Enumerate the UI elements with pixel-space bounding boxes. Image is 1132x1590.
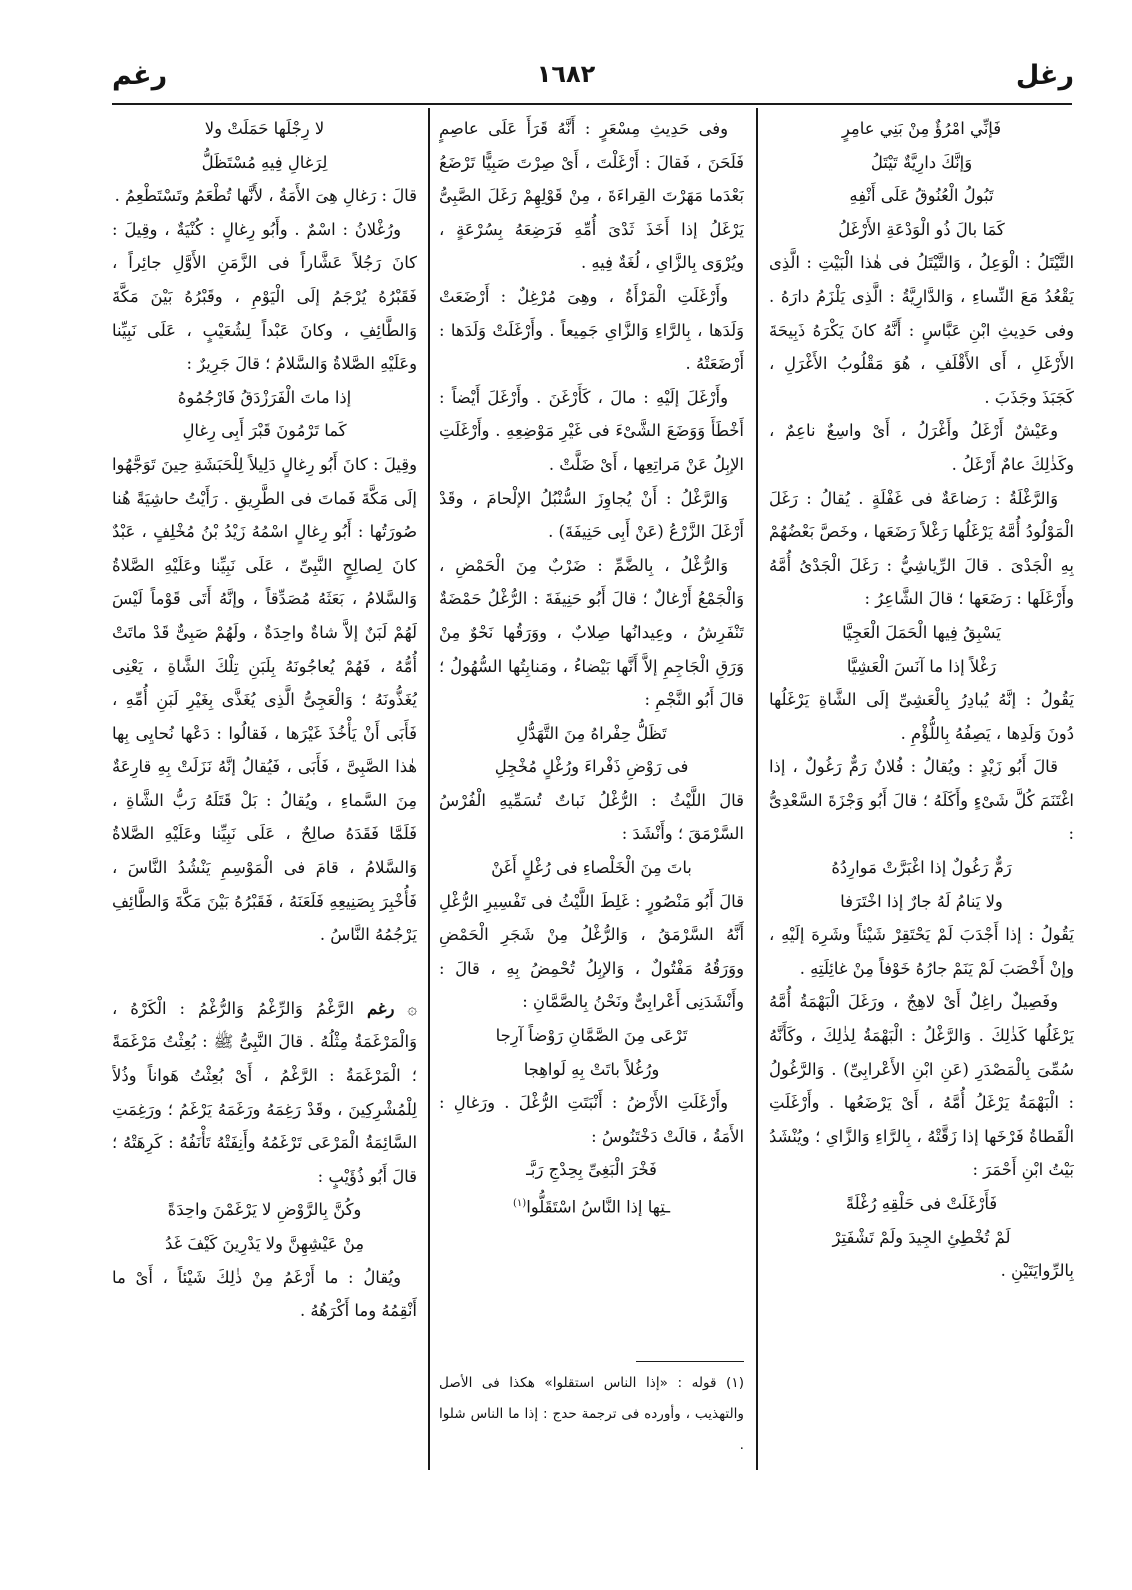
- paragraph: قالَ أَبُو مَنْصُورٍ : غَلِطَ اللَّيْثُ فى تَفْسِيرِ الرُّغْلِ أَنَّهُ السَّرْمَقُ ، وَالرُّغْلُ مِنْ شَجَرِ الْحَمْضِ ووَرَقُهُ مَفْتُولٌ ، وَالإبِلُ تُحْمِضُ بِهِ ، قالَ : وأَنْشَدَنِى أَعْرابِىٌّ ونَحْنُ بِالصَّمَّانِ :: [439, 891, 744, 1012]
- paragraph: قالَ : رَغالِ هِىَ الأَمَةُ ، لأَنَّها تُطْعَمُ وتَسْتَطْعِمُ .: [114, 186, 417, 206]
- entry-marker: ۞: [407, 998, 417, 1018]
- paragraph: وَالرُّغْلُ ، بِالضَّمِّ : ضَرْبٌ مِنَ الْحَمْضِ ، وَالْجَمْعُ أَرْغالٌ ؛ قالَ أَبُو حَنِيفَةَ : الرُّغْلُ حَمْضَةٌ تَنْفَرِشُ ، وعِيدانُها صِلابٌ ، ووَرَقُها نَحْوٌ مِنْ وَرَقِ الْجَاجِمِ إلاَّ أَنَّها بَيْضاءُ ، ومَنابِتُها السُّهُولُ ؛ قالَ أَبُو النَّجْمِ :: [439, 555, 744, 710]
- verse-line: وَإنَّكَ دارِيَّةٌ تَيْتَلُ: [870, 152, 973, 172]
- column-right: [769, 112, 1074, 1532]
- paragraph: قالَ اللَّيْثُ : الرُّغْلُ نَباتٌ تُسَمِّيهِ الْفُرْسُ السَّرْمَقَ ؛ وأَنْشَدَ :: [439, 790, 744, 844]
- paragraph: قالَ أَبُو زَيْدٍ : ويُقالُ : فُلانٌ رَمٌّ رَغُولٌ ، إذا اغْتَنَمَ كُلَّ شَىْءٍ وأَكَلَهُ ؛ قالَ أَبُو وَجْزَةَ السَّعْدِىُّ :: [769, 757, 1074, 844]
- footnote: (١) قوله : «إذا الناس استقلوا» هكذا فى الأصل والتهذيب ، وأورده فى ترجمة حدج : إذا ما الناس شلوا .: [439, 1375, 744, 1453]
- verse-line: باتَ مِنَ الْخَلْصاءِ فى رُغْلٍ أَغَنْ: [491, 858, 692, 878]
- page-number: ١٦٨٢: [536, 60, 596, 88]
- paragraph: يَقُولُ : إذا أَجْدَبَ لَمْ يَحْتَقِرْ شَيْئاً وشَرِهَ إلَيْهِ ، وإنْ أَخْصَبَ لَمْ يَنَمْ جارُهُ خَوْفاً مِنْ غائِلَتِهِ .: [769, 925, 1074, 978]
- paragraph: وفى حَدِيثِ مِسْعَرٍ : أَنَّهُ قَرَأَ عَلَى عاصِمٍ فَلَحَنَ ، فَقالَ : أَرْغَلْتَ ، أَىْ صِرْتَ صَبِيًّا تَرْضَعُ بَعْدَما مَهَرْتَ القِراءَةَ ، مِنْ قَوْلِهِمْ رَغَلَ الصَّبِىُّ يَرْغَلُ إذا أَخَذَ ثَدْىَ أُمِّهِ فَرَضِعَهُ بِسُرْعَةٍ ، ويُرْوَى بِالزَّاىِ ، لُغَةٌ فِيهِ .: [439, 119, 744, 273]
- verse-text: ـتِها إذا النَّاسُ اسْتَقَلُّوا: [526, 1197, 670, 1217]
- paragraph-text: الرَّغْمُ وَالرِّغْمُ وَالرُّغْمُ : الْكَرْهُ ، وَالْمَرْغَمَةُ مِثْلُهُ . قالَ النَّبِىُّ ﷺ : بُعِثْتُ مَرْغَمَةً ؛ الْمَرْغَمَةُ : الرَّغْمُ ، أَىْ بُعِثْتُ هَواناً وذُلاً لِلْمُشْرِكِينَ ، وقَدْ رَغِمَهُ ورَغَمَهُ يَرْغَمُ ؛ ورَغِمَتِ السَّائِمَةُ الْمَرْعَى تَرْغَمُهُ وأَنِفَتْهُ تَأْنَفُهُ : كَرِهَتْهُ ؛ قالَ أَبُو ذُؤَيْبٍ :: [112, 998, 417, 1186]
- paragraph: يَقُولُ : إنَّهُ يُبادِرُ بِالْعَشِىِّ إلَى الشَّاةِ يَرْغَلُها دُونَ وَلَدِها ، يَصِفُهُ بِاللُّؤْمِ .: [769, 690, 1074, 743]
- header-rule: [112, 103, 1072, 105]
- paragraph: وأَرْغَلَ إلَيْهِ : مالَ ، كَأَرْغَنَ . وأَرْغَلَ أَيْضاً : أَخْطَأَ وَوَضَعَ الشَّىْءَ فى غَيْرِ مَوْضِعِهِ . وأَرْغَلَتِ الإبِلُ عَنْ مَراتِعِها ، أَىْ ضَلَّتْ .: [439, 387, 744, 474]
- paragraph: وقِيلَ : كانَ أَبُو رِغالٍ دَلِيلاً لِلْحَبَشَةِ حِينَ تَوَجَّهُوا إلَى مَكَّةَ فَماتَ فى الطَّرِيقِ . رَأَيْتُ حاشِيَةً هُنا صُورَتُها : أَبُو رِغالٍ اسْمُهُ زَيْدُ بْنُ مُخْلِفٍ ، عَبْدٌ كانَ لِصالِحٍ النَّبِىِّ ، عَلَى نَبِيِّنا وعَلَيْهِ الصَّلاةُ وَالسَّلامُ ، بَعَثَهُ مُصَدِّقاً ، وإنَّهُ أَتَى قَوْماً لَيْسَ لَهُمْ لَبَنٌ إلاَّ شاةٌ واحِدَةٌ ، ولَهُمْ صَبِىٌّ قَدْ ماتَتْ أُمُّهُ ، فَهُمْ يُعاجُونَهُ بِلَبَنِ تِلْكَ الشَّاةِ ، يَعْنِى يُغَذُّونَهُ ؛ وَالْعَجِىُّ الَّذِى يُغَذَّى بِغَيْرِ لَبَنِ أُمِّهِ ، فَأَبَى أَنْ يَأْخُذَ غَيْرَها ، فَقالُوا : دَعْها نُحايِى بِها هٰذا الصَّبِىَّ ، فَأَبَى ، فَيُقالُ إنَّهُ نَزَلَتْ بِهِ قارِعَةٌ مِنَ السَّماءِ ، ويُقالُ : بَلْ قَتَلَهُ رَبُّ الشَّاةِ ، فَلَمَّا فَقَدَهُ صالِحٌ ، عَلَى نَبِيِّنا وعَلَيْهِ الصَّلاةُ وَالسَّلامُ ، قامَ فى الْمَوْسِمِ يَنْشُدُ النَّاسَ ، فَأُخْبِرَ بِصَنِيعِهِ فَلَعَنَهُ ، فَقَبْرُهُ بَيْنَ مَكَّةَ وَالطَّائِفِ يَرْجُمُهُ النَّاسُ .: [112, 454, 417, 945]
- verse-line: ولا يَنامُ لَهُ جارٌ إذا اخْتَرَفا: [840, 891, 1003, 911]
- running-head-right: رغل: [1015, 60, 1074, 91]
- paragraph: ورُغْلانُ : اسْمٌ . وأَبُو رِغالٍ : كُنْيَةٌ ، وقِيلَ : كانَ رَجُلاً عَشَّاراً فى الزَّمَنِ الأَوَّلِ جائِراً ، فَقَبْرُهُ يُرْجَمُ إلَى الْيَوْمِ ، وقَبْرُهُ بَيْنَ مَكَّةَ وَالطَّائِفِ ، وكانَ عَبْداً لِشُعَيْبٍ ، عَلَى نَبِيِّنا وعَلَيْهِ الصَّلاةُ وَالسَّلامُ ؛ قالَ جَرِيرٌ :: [112, 219, 417, 374]
- verse-line: فَأَرْغَلَتْ فى حَلْقِهِ رُغْلَةً: [845, 1194, 998, 1213]
- verse-line: إذا ماتَ الْفَرَزْدَقُ فَارْجُمُوهُ: [177, 387, 352, 407]
- running-head-left: رغم: [112, 60, 168, 91]
- verse-line: تَرْعَى مِنَ الصَّمَّانِ رَوْضاً آرِجا: [495, 1026, 688, 1046]
- verse-line: رَغْلاً إذا ما آنَسَ الْعَشِيَّا: [846, 656, 997, 676]
- verse-line: يَسْبِقُ فِيها الْحَمَلَ الْعَجِيَّا: [842, 622, 1001, 642]
- verse-line: لَمْ تُخْطِئِ الجِيدَ ولَمْ تَشْفَتِرْ: [832, 1227, 1011, 1247]
- paragraph: التَّيْتَلُ : الْوَعِلُ ، وَالتَّيْتَلُ فى هٰذا الْبَيْتِ : الَّذِى يَقْعُدُ مَعَ النِّساءِ ، وَالدَّارِيَّةُ : الَّذِى يَلْزَمُ دارَهُ . وفى حَدِيثِ ابْنِ عَبَّاسٍ : أَنَّهُ كانَ يَكْرَهُ ذَبِيحَةَ الأَرْغَلِ ، أَى الأَقْلَفِ ، هُوَ مَقْلُوبُ الأَغْرَلِ ، كَجَبَذَ وجَذَبَ .: [769, 253, 1074, 407]
- verse-line: كَمَا بالَ ذُو الْوَدْعَةِ الأَرْغَلُ: [838, 219, 1005, 239]
- paragraph: وَالرَّغْلَةُ : رَضاعَةٌ فى غَفْلَةٍ . يُقالُ : رَغَلَ الْمَوْلُودُ أُمَّهُ يَرْغَلُها رَغْلاً رَضَعَها ، وخَصَّ بَعْضُهُمْ بِهِ الْجَدْىَ . قالَ الرِّياشِيُّ : رَغَلَ الْجَدْىُ أُمَّهُ وأَرْغَلَها : رَضَعَها ؛ قالَ الشَّاعِرُ :: [769, 488, 1074, 609]
- verse-line: لِرَغالِ فِيهِ مُسْتَظَلُّ: [201, 152, 328, 172]
- paragraph: ويُقالُ : ما أَرْغَمُ مِنْ ذٰلِكَ شَيْئاً ، أَىْ ما أَنْقِمُهُ وما أَكْرَهُهُ .: [112, 1267, 417, 1321]
- column-left: [112, 112, 417, 1532]
- paragraph: وأَرْغَلَتِ الْمَرْأَةُ ، وهِىَ مُرْغِلٌ : أَرْضَعَتْ وَلَدَها ، بِالرَّاءِ وَالزَّاىِ جَمِيعاً . وأَرْغَلَتْ وَلَدَها : أَرْضَعَتْهُ .: [439, 286, 744, 374]
- verse-line: [439, 1187, 744, 1224]
- entry-paragraph: [112, 992, 417, 1194]
- column-divider: [428, 108, 430, 1470]
- paragraph: بِالرِّوايَتَيْنِ .: [1000, 1261, 1074, 1281]
- verse-line: رَمٌّ رَغُولٌ إذا اغْبَرَّتْ مَوارِدُهُ: [831, 858, 1012, 878]
- verse-line: فَإنِّي امْرُؤٌ مِنْ بَنِي عامِرٍ: [841, 119, 1002, 138]
- footnote-marker: (١): [513, 1198, 527, 1209]
- verse-line: فى رَوْضِ ذَفْراءَ ورُغْلٍ مُخْجِلِ: [494, 757, 689, 777]
- verse-line: فَخْرَ الْبَغِىِّ بِحِدْجِ رَبَّـ: [526, 1160, 657, 1180]
- entry-headword: رغم: [366, 998, 395, 1018]
- entry-gap: [112, 952, 417, 992]
- paragraph: وَالرَّغْلُ : أَنْ يُجاوِزَ السُّنْبُلُ الإلْحامَ ، وقَدْ أَرْغَلَ الزَّرْعُ (عَنْ أَبِى حَنِيفَةَ) .: [439, 488, 744, 542]
- footnote-rule: [636, 1361, 744, 1362]
- verse-line: كَما تَرْمُونَ قَبْرَ أَبِى رِغالِ: [182, 421, 347, 441]
- column-divider: [756, 108, 758, 1470]
- verse-line: ورُغُلاً باتَتْ بِهِ لَواهِجا: [523, 1059, 660, 1079]
- verse-line: وكُنَّ بِالرَّوْضِ لا يَرْغَمْنَ واحِدَةً: [167, 1200, 362, 1220]
- verse-line: لا رِجْلَها حَمَلَتْ ولا: [204, 119, 325, 138]
- verse-line: مِنْ عَيْشِهِنَّ ولا يَدْرِينَ كَيْفَ غَدُ: [165, 1234, 364, 1253]
- column-middle: [439, 112, 744, 1344]
- verse-line: تَظَلُّ حِفْراهُ مِنَ التَّهَدُّلِ: [516, 723, 667, 743]
- paragraph: وأَرْغَلَتِ الأَرْضُ : أَنْبَتَتِ الرُّغْلَ . ورَغالِ : الأَمَةُ ، قالَتْ دَخْتَنُوسُ :: [439, 1093, 744, 1146]
- verse-line: تَبُولُ الْعُنُوقُ عَلَى أَنْفِهِ: [849, 186, 994, 206]
- paragraph: وعَيْشٌ أَرْغَلُ وأَغْرَلُ ، أَىْ واسِعٌ ناعِمٌ ، وكَذٰلِكَ عامٌ أَرْغَلُ .: [769, 421, 1074, 474]
- paragraph: وفَصِيلٌ راغِلٌ أَىْ لاهِجٌ ، ورَغَلَ الْبَهْمَةُ أُمَّهُ يَرْغَلُها كَذٰلِكَ . وَالرَّغْلُ : الْبَهْمَةُ لِذٰلِكَ ، وكَأَنَّهُ سُمِّىَ بِالْمَصْدَرِ (عَنِ ابْنِ الأَعْرابِىِّ) . وَالرَّغُولُ : الْبَهْمَةُ يَرْغَلُ أُمَّهُ ، أَىْ يَرْضَعُها . وأَرْغَلَتِ الْقَطاةُ فَرْخَها إذا زَقَّتْهُ ، بِالرَّاءِ وَالزَّاىِ ؛ ويُنْشَدُ بَيْتُ ابْنِ أَحْمَرَ :: [769, 992, 1074, 1180]
